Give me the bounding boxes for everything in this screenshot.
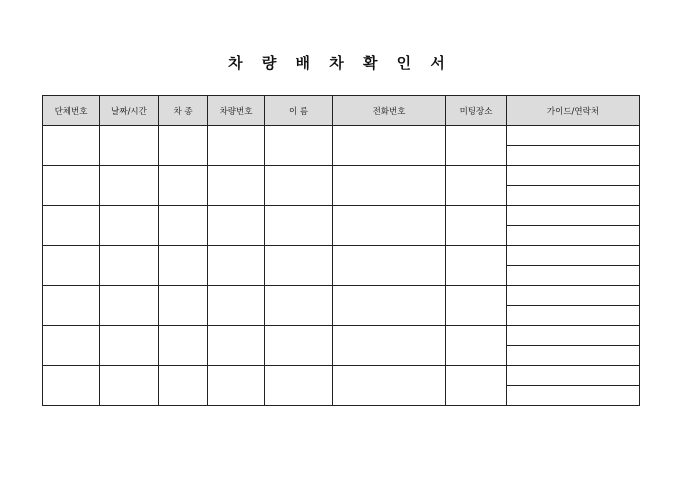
table-row — [43, 166, 640, 186]
cell-guide — [507, 326, 640, 346]
cell-contact — [507, 146, 640, 166]
cell-meeting-place — [446, 326, 507, 366]
dispatch-table — [42, 95, 640, 406]
cell-phone-number — [333, 246, 446, 286]
cell-contact — [507, 266, 640, 286]
cell-vehicle-type — [159, 286, 208, 326]
cell-group-number — [43, 126, 100, 166]
cell-contact — [507, 186, 640, 206]
cell-guide — [507, 206, 640, 226]
cell-guide — [507, 166, 640, 186]
column-header-guide-contact: 가이드/연락처 — [507, 96, 640, 126]
cell-group-number — [43, 206, 100, 246]
cell-phone-number — [333, 286, 446, 326]
cell-guide — [507, 286, 640, 306]
cell-phone-number — [333, 126, 446, 166]
cell-date-time — [100, 326, 159, 366]
cell-group-number — [43, 366, 100, 406]
cell-phone-number — [333, 206, 446, 246]
column-header-date-time: 날짜/시간 — [100, 96, 159, 126]
cell-contact — [507, 346, 640, 366]
cell-vehicle-type — [159, 206, 208, 246]
cell-guide — [507, 126, 640, 146]
cell-name — [265, 286, 333, 326]
cell-name — [265, 206, 333, 246]
column-header-name: 이 름 — [265, 96, 333, 126]
cell-phone-number — [333, 366, 446, 406]
cell-name — [265, 246, 333, 286]
table-row — [43, 286, 640, 306]
cell-group-number — [43, 246, 100, 286]
cell-meeting-place — [446, 286, 507, 326]
cell-meeting-place — [446, 246, 507, 286]
cell-name — [265, 166, 333, 206]
cell-vehicle-number — [208, 326, 265, 366]
cell-meeting-place — [446, 366, 507, 406]
header-row — [43, 96, 640, 126]
cell-name — [265, 326, 333, 366]
cell-guide — [507, 246, 640, 266]
cell-phone-number — [333, 326, 446, 366]
cell-phone-number — [333, 166, 446, 206]
table-row — [43, 206, 640, 226]
page-title: 차 량 배 차 확 인 서 — [228, 54, 452, 72]
table-row — [43, 246, 640, 266]
cell-name — [265, 126, 333, 166]
cell-vehicle-number — [208, 126, 265, 166]
cell-meeting-place — [446, 206, 507, 246]
column-header-vehicle-type: 차 종 — [159, 96, 208, 126]
cell-vehicle-type — [159, 126, 208, 166]
cell-contact — [507, 386, 640, 406]
table-body — [43, 126, 640, 406]
cell-date-time — [100, 126, 159, 166]
table-row — [43, 366, 640, 386]
cell-guide — [507, 366, 640, 386]
cell-date-time — [100, 166, 159, 206]
table-row — [43, 126, 640, 146]
cell-vehicle-type — [159, 366, 208, 406]
cell-name — [265, 366, 333, 406]
column-header-group-number: 단체번호 — [43, 96, 100, 126]
column-header-vehicle-number: 차량번호 — [208, 96, 265, 126]
cell-vehicle-number — [208, 206, 265, 246]
cell-date-time — [100, 366, 159, 406]
cell-vehicle-number — [208, 286, 265, 326]
cell-contact — [507, 306, 640, 326]
cell-vehicle-number — [208, 166, 265, 206]
cell-vehicle-number — [208, 246, 265, 286]
cell-contact — [507, 226, 640, 246]
column-header-phone-number: 전화번호 — [333, 96, 446, 126]
cell-vehicle-type — [159, 166, 208, 206]
cell-date-time — [100, 246, 159, 286]
cell-meeting-place — [446, 126, 507, 166]
cell-vehicle-type — [159, 326, 208, 366]
cell-date-time — [100, 286, 159, 326]
cell-meeting-place — [446, 166, 507, 206]
cell-group-number — [43, 326, 100, 366]
column-header-meeting-place: 미팅장소 — [446, 96, 507, 126]
cell-date-time — [100, 206, 159, 246]
cell-group-number — [43, 166, 100, 206]
cell-group-number — [43, 286, 100, 326]
table-row — [43, 326, 640, 346]
cell-vehicle-type — [159, 246, 208, 286]
cell-vehicle-number — [208, 366, 265, 406]
